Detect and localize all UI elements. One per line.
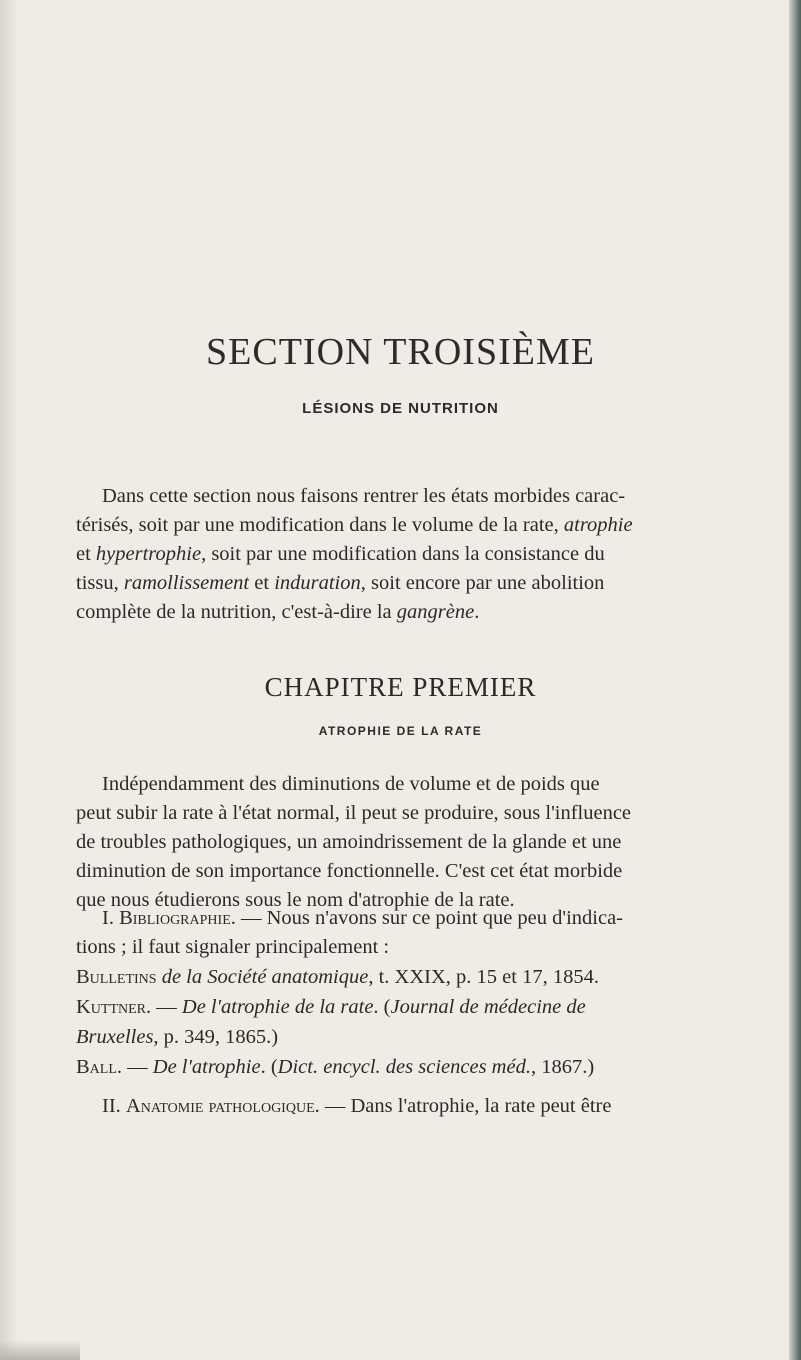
- section-title: SECTION TROISIÈME: [206, 331, 595, 373]
- para2-line-5: que nous étudierons sous le nom d'atrophie de la rate.: [76, 889, 515, 911]
- bibliography-number: I.: [102, 907, 120, 929]
- intro-line-5: [76, 598, 728, 627]
- anatomy-number: II.: [102, 1095, 126, 1117]
- entry-title: De l'atrophie de la rate: [181, 996, 374, 1018]
- entry-details: , 1867.): [530, 1056, 595, 1078]
- intro-line-3: [76, 540, 728, 569]
- intro-text: .: [474, 601, 480, 623]
- bibliography-line-1: [76, 904, 728, 933]
- entry-separator: . —: [116, 1056, 153, 1078]
- entry-details: , p. 349, 1865.): [153, 1026, 279, 1048]
- entry-journal: Journal de médecine de: [390, 996, 586, 1018]
- intro-term: atrophie: [563, 514, 633, 536]
- page-corner-shadow: [0, 1340, 80, 1360]
- intro-line-1: [76, 482, 728, 511]
- entry-separator: . —: [146, 996, 182, 1018]
- entry-details: , t. XXIX, p. 15 et 17, 1854.: [368, 966, 599, 988]
- intro-term: hypertrophie: [95, 543, 202, 565]
- bibliography-entry-bulletins: [76, 962, 736, 992]
- entry-author: Kuttner: [76, 996, 147, 1018]
- intro-line-2: [76, 511, 728, 540]
- section-subtitle: LÉSIONS DE NUTRITION: [302, 400, 499, 417]
- intro-text: et: [76, 543, 96, 565]
- bibliography-entry-ball: [76, 1052, 736, 1082]
- bibliography-entry-kuttner-cont: [76, 1022, 736, 1052]
- anatomy-heading: Anatomie pathologique: [125, 1095, 315, 1117]
- intro-text: tissu,: [76, 572, 124, 594]
- intro-text: , soit encore par une abolition: [360, 572, 605, 594]
- entry-journal: Dict. encycl. des sciences méd.: [277, 1056, 531, 1078]
- entry-separator: . (: [260, 1056, 278, 1078]
- entry-separator: . (: [373, 996, 391, 1018]
- bibliography-text: . — Nous n'avons sur ce point que peu d'indica-: [230, 907, 624, 929]
- para2-line-1: [76, 770, 728, 799]
- intro-term: induration: [274, 572, 361, 594]
- intro-text: térisés, soit par une modification dans le volume de la rate,: [76, 514, 564, 536]
- anatomy-line-1: [76, 1092, 728, 1121]
- para2-line-4: diminution de son importance fonctionnelle. C'est cet état morbide: [76, 860, 623, 882]
- intro-line-4: [76, 569, 728, 598]
- intro-text: , soit par une modification dans la consistance du: [201, 543, 605, 565]
- para2-line-3: de troubles pathologiques, un amoindrissement de la glande et une: [76, 831, 622, 853]
- anatomy-paragraph: [76, 1092, 728, 1121]
- para2-line-2: peut subir la rate à l'état normal, il peut se produire, sous l'influence: [76, 802, 632, 824]
- para2-text: Indépendamment des diminutions de volume et de poids que: [102, 773, 600, 795]
- bibliography-entry-kuttner: [76, 992, 736, 1022]
- bibliography-heading: Bibliographie: [119, 907, 231, 929]
- intro-text: complète de la nutrition, c'est-à-dire la: [76, 601, 397, 623]
- entry-author: Ball: [76, 1056, 117, 1078]
- chapter-paragraph: [76, 770, 728, 915]
- bibliography-intro: [76, 904, 728, 962]
- anatomy-text: . — Dans l'atrophie, la rate peut être: [314, 1095, 612, 1117]
- intro-text: Dans cette section nous faisons rentrer les états morbides carac-: [102, 485, 626, 507]
- chapter-title: CHAPITRE PREMIER: [264, 672, 537, 702]
- intro-term: gangrène: [396, 601, 475, 623]
- bibliography-line-2: tions ; il faut signaler principalement :: [76, 936, 390, 958]
- entry-journal: Bruxelles: [76, 1026, 154, 1048]
- intro-text: et: [249, 572, 275, 594]
- entry-author: Bulletins: [76, 966, 157, 988]
- intro-paragraph: [76, 482, 728, 627]
- intro-term: ramollissement: [123, 572, 250, 594]
- chapter-subtitle: ATROPHIE DE LA RATE: [318, 724, 483, 738]
- entry-title: De l'atrophie: [152, 1056, 261, 1078]
- entry-title: de la Société anatomique: [156, 966, 369, 988]
